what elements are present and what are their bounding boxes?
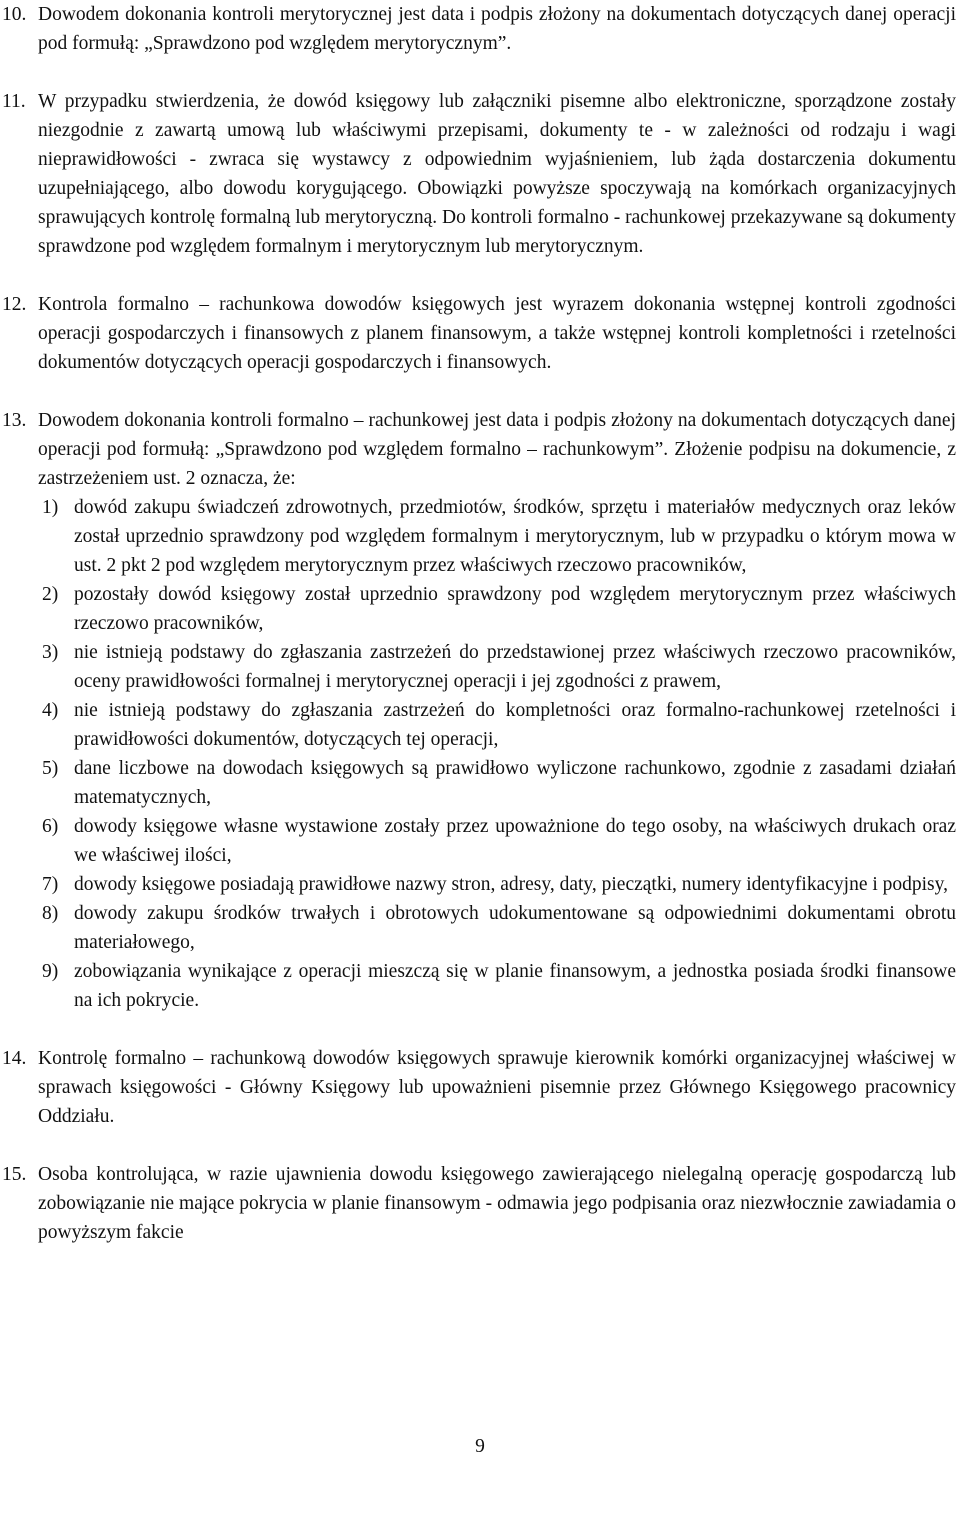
list-item-text: nie istnieją podstawy do zgłaszania zastrzeżeń do przedstawionej przez właściwych rzeczowo pracowników, oceny prawidłowości formalnej i merytorycznej operacji i jej zgodności z prawem, [74, 642, 956, 692]
list-item-number: 6) [42, 816, 59, 837]
list-item [0, 957, 960, 1015]
list-item-text: nie istnieją podstawy do zgłaszania zastrzeżeń do kompletności oraz formalno-rachunkowej rzetelności i prawidłowości dokumentów, dotyczących tej operacji, [74, 700, 956, 750]
list-item-number: 8) [42, 903, 59, 924]
page-number: 9 [475, 1436, 485, 1457]
list-item-text: dane liczbowe na dowodach księgowych są prawidłowo wyliczone rachunkowo, zgodnie z zasadami działań matematycznych, [74, 758, 956, 808]
list-item [0, 870, 960, 899]
paragraph-number: 15. [2, 1164, 27, 1185]
list-item [0, 754, 960, 812]
paragraph-number: 12. [2, 294, 27, 315]
paragraph-11 [0, 87, 960, 261]
paragraph-number: 13. [2, 410, 27, 431]
list-item-text: dowody zakupu środków trwałych i obrotowych udokumentowane są odpowiednimi dokumentami obrotu materiałowego, [74, 903, 956, 953]
list-item [0, 899, 960, 957]
list-item-number: 3) [42, 642, 59, 663]
list-item-number: 7) [42, 874, 59, 895]
list-item-text: dowód zakupu świadczeń zdrowotnych, przedmiotów, środków, sprzętu i materiałów medycznych oraz leków został uprzednio sprawdzony pod względem formalnym i merytorycznym, lub w przypadku o którym mowa w ust. 2 pkt 2 pod względem merytorycznym przez właściwych rzeczowo pracowników, [74, 497, 956, 576]
paragraph-text: Kontrolę formalno – rachunkową dowodów księgowych sprawuje kierownik komórki organizacyjnej właściwej w sprawach księgowości - Główny Księgowy lub upoważnieni pisemnie przez Głównego Księgowego pracownicy Oddziału. [38, 1048, 956, 1127]
paragraph-text: Dowodem dokonania kontroli merytorycznej jest data i podpis złożony na dokumentach dotyczących danej operacji pod formułą: „Sprawdzono pod względem merytorycznym”. [38, 4, 956, 54]
list-item [0, 580, 960, 638]
list-item-number: 5) [42, 758, 59, 779]
paragraph-number: 10. [2, 4, 27, 25]
paragraph-10 [0, 0, 960, 58]
list-item-text: zobowiązania wynikające z operacji mieszczą się w planie finansowym, a jednostka posiada środki finansowe na ich pokrycie. [74, 961, 956, 1011]
paragraph-text: Osoba kontrolująca, w razie ujawnienia dowodu księgowego zawierającego nielegalną operację gospodarczą lub zobowiązanie nie mające pokrycia w planie finansowym - odmawia jego podpisania oraz niezwłocznie zawiadamia o powyższym fakcie [38, 1164, 956, 1243]
paragraph-text: Kontrola formalno – rachunkowa dowodów księgowych jest wyrazem dokonania wstępnej kontroli zgodności operacji gospodarczych i finansowych z planem finansowym, a także wstępnej kontroli kompletności i rzetelności dokumentów dotyczących operacji gospodarczych i finansowych. [38, 294, 956, 373]
paragraph-12 [0, 290, 960, 377]
paragraph-14 [0, 1044, 960, 1131]
list-item-text: dowody księgowe własne wystawione zostały przez upoważnione do tego osoby, na właściwych drukach oraz we właściwej ilości, [74, 816, 956, 866]
list-item-number: 1) [42, 497, 59, 518]
list-item-number: 9) [42, 961, 59, 982]
list-item-number: 2) [42, 584, 59, 605]
list-item [0, 696, 960, 754]
paragraph-15 [0, 1160, 960, 1247]
list-item [0, 638, 960, 696]
paragraph-text: W przypadku stwierdzenia, że dowód księgowy lub załączniki pisemne albo elektroniczne, sporządzone zostały niezgodnie z zawartą umową lub właściwymi przepisami, dokumenty te - w zależności od rodzaju i wagi nieprawidłowości - zwraca się wystawcy z odpowiednim wyjaśnieniem, lub żąda dostarczenia dokumentu uzupełniającego, albo dowodu korygującego. Obowiązki powyższe spoczywają na komórkach organizacyjnych sprawujących kontrolę formalną lub merytoryczną. Do kontroli formalno - rachunkowej przekazywane są dokumenty sprawdzone pod względem formalnym i merytorycznym lub merytorycznym. [38, 91, 956, 257]
list-item-text: pozostały dowód księgowy został uprzednio sprawdzony pod względem merytorycznym przez właściwych rzeczowo pracowników, [74, 584, 956, 634]
paragraph-number: 11. [2, 91, 26, 112]
list-item [0, 812, 960, 870]
list-item-number: 4) [42, 700, 59, 721]
paragraph-13 [0, 406, 960, 493]
paragraph-text: Dowodem dokonania kontroli formalno – rachunkowej jest data i podpis złożony na dokumentach dotyczących danej operacji pod formułą: „Sprawdzono pod względem formalno – rachunkowym”. Złożenie podpisu na dokumencie, z zastrzeżeniem ust. 2 oznacza, że: [38, 410, 956, 489]
list-item-text: dowody księgowe posiadają prawidłowe nazwy stron, adresy, daty, pieczątki, numery identyfikacyjne i podpisy, [74, 874, 949, 895]
paragraph-number: 14. [2, 1048, 27, 1069]
list-item [0, 493, 960, 580]
